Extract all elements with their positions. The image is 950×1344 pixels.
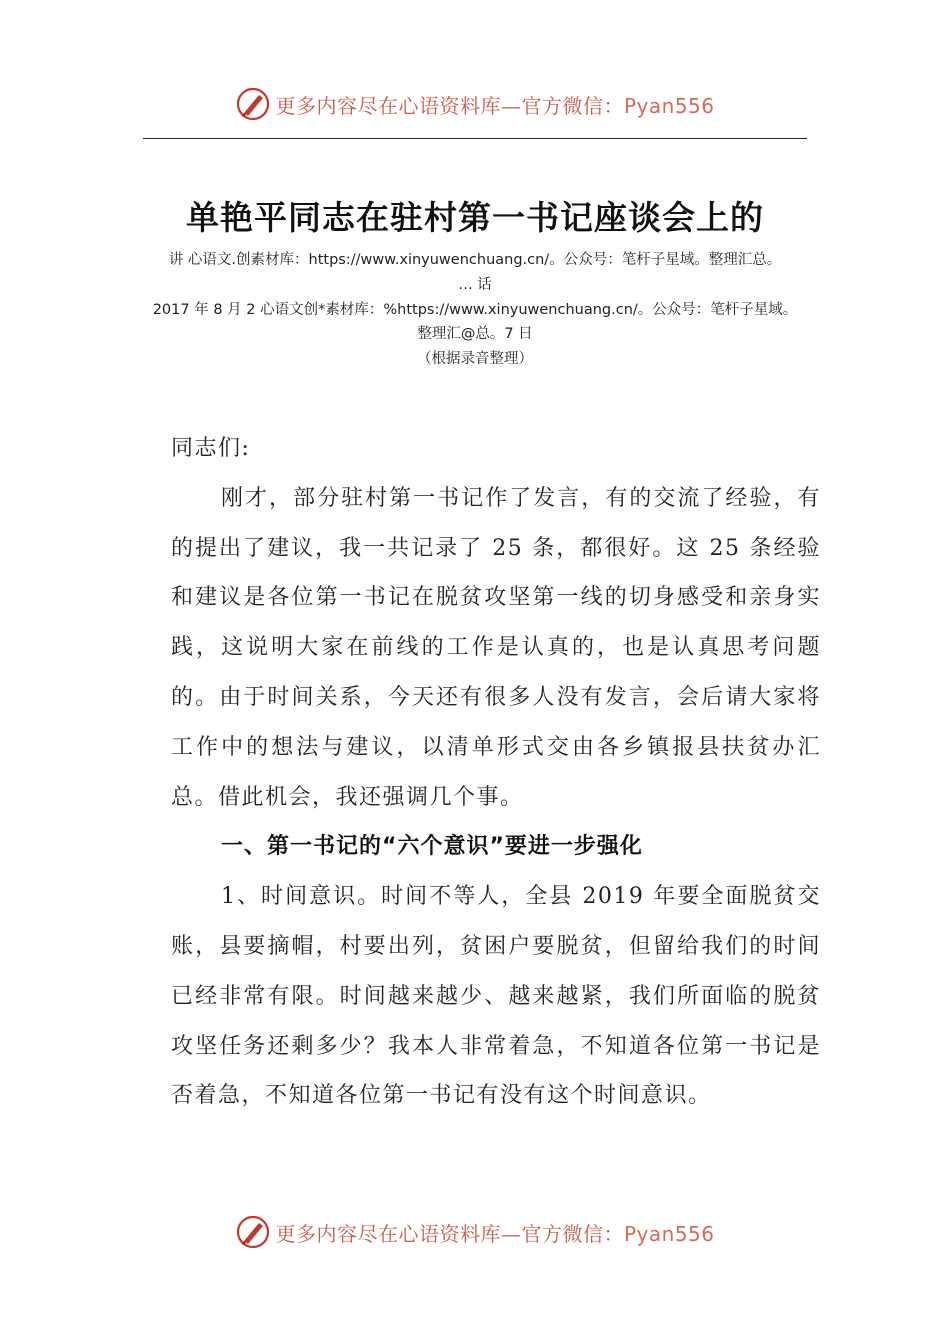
footer-wechat-id: Pyan556 (623, 1221, 715, 1246)
meta-line-4: 整理汇@总。7 日 (417, 326, 533, 342)
paragraph-2: 1、时间意识。时间不等人，全县 2019 年要全面脱贫交账，县要摘帽，村要出列，贫困户要脱贫，但留给我们的时间已经非常有限。时间越来越少、越来越紧，我们所面临的脱贫攻坚任务还剩多少？我本人非常着急，不知道各位第一书记是否着急，不知道各位第一书记有没有这个时间意识。 (171, 884, 821, 1109)
document-body (171, 424, 821, 1121)
pen-circle-logo-icon (235, 1214, 271, 1250)
meta-line-1: 讲 心语文.创素材库：https://www.xinyuwenchuang.cn/。公众号：笔杆子星域。整理汇总。 (168, 252, 782, 268)
document-title: 单艳平同志在驻村第一书记座谈会上的 (186, 198, 764, 237)
wechat-id: Pyan556 (623, 93, 715, 118)
banner-text: 更多内容尽在心语资料库—官方微信：Pyan556 (275, 93, 715, 118)
header-divider (143, 138, 807, 139)
paragraph-1: 刚才，部分驻村第一书记作了发言，有的交流了经验，有的提出了建议，我一共记录了 25 条，都很好。这 25 条经验和建议是各位第一书记在脱贫攻坚第一线的切身感受和亲身实践，这说明大家在前线的工作是认真的，也是认真思考问题的。由于时间关系，今天还有很多人没有发言，会后请大家将工作中的想法与建议，以清单形式交由各乡镇报县扶贫办汇总。借此机会，我还强调几个事。 (171, 485, 821, 810)
footer-banner (0, 1212, 950, 1252)
header-banner (0, 84, 950, 124)
meta-line-5: （根据录音整理） (417, 351, 533, 367)
pen-circle-logo-icon (235, 86, 271, 122)
salutation: 同志们: (171, 436, 251, 461)
footer-banner-text: 更多内容尽在心语资料库—官方微信：Pyan556 (275, 1221, 715, 1246)
meta-line-2: … 话 (458, 277, 492, 293)
meta-line-3: 2017 年 8 月 2 心语文创*素材库：%https://www.xinyuwenchuang.cn/。公众号：笔杆子星域。 (152, 302, 798, 318)
section-heading-1: 一、第一书记的“六个意识”要进一步强化 (221, 834, 643, 860)
